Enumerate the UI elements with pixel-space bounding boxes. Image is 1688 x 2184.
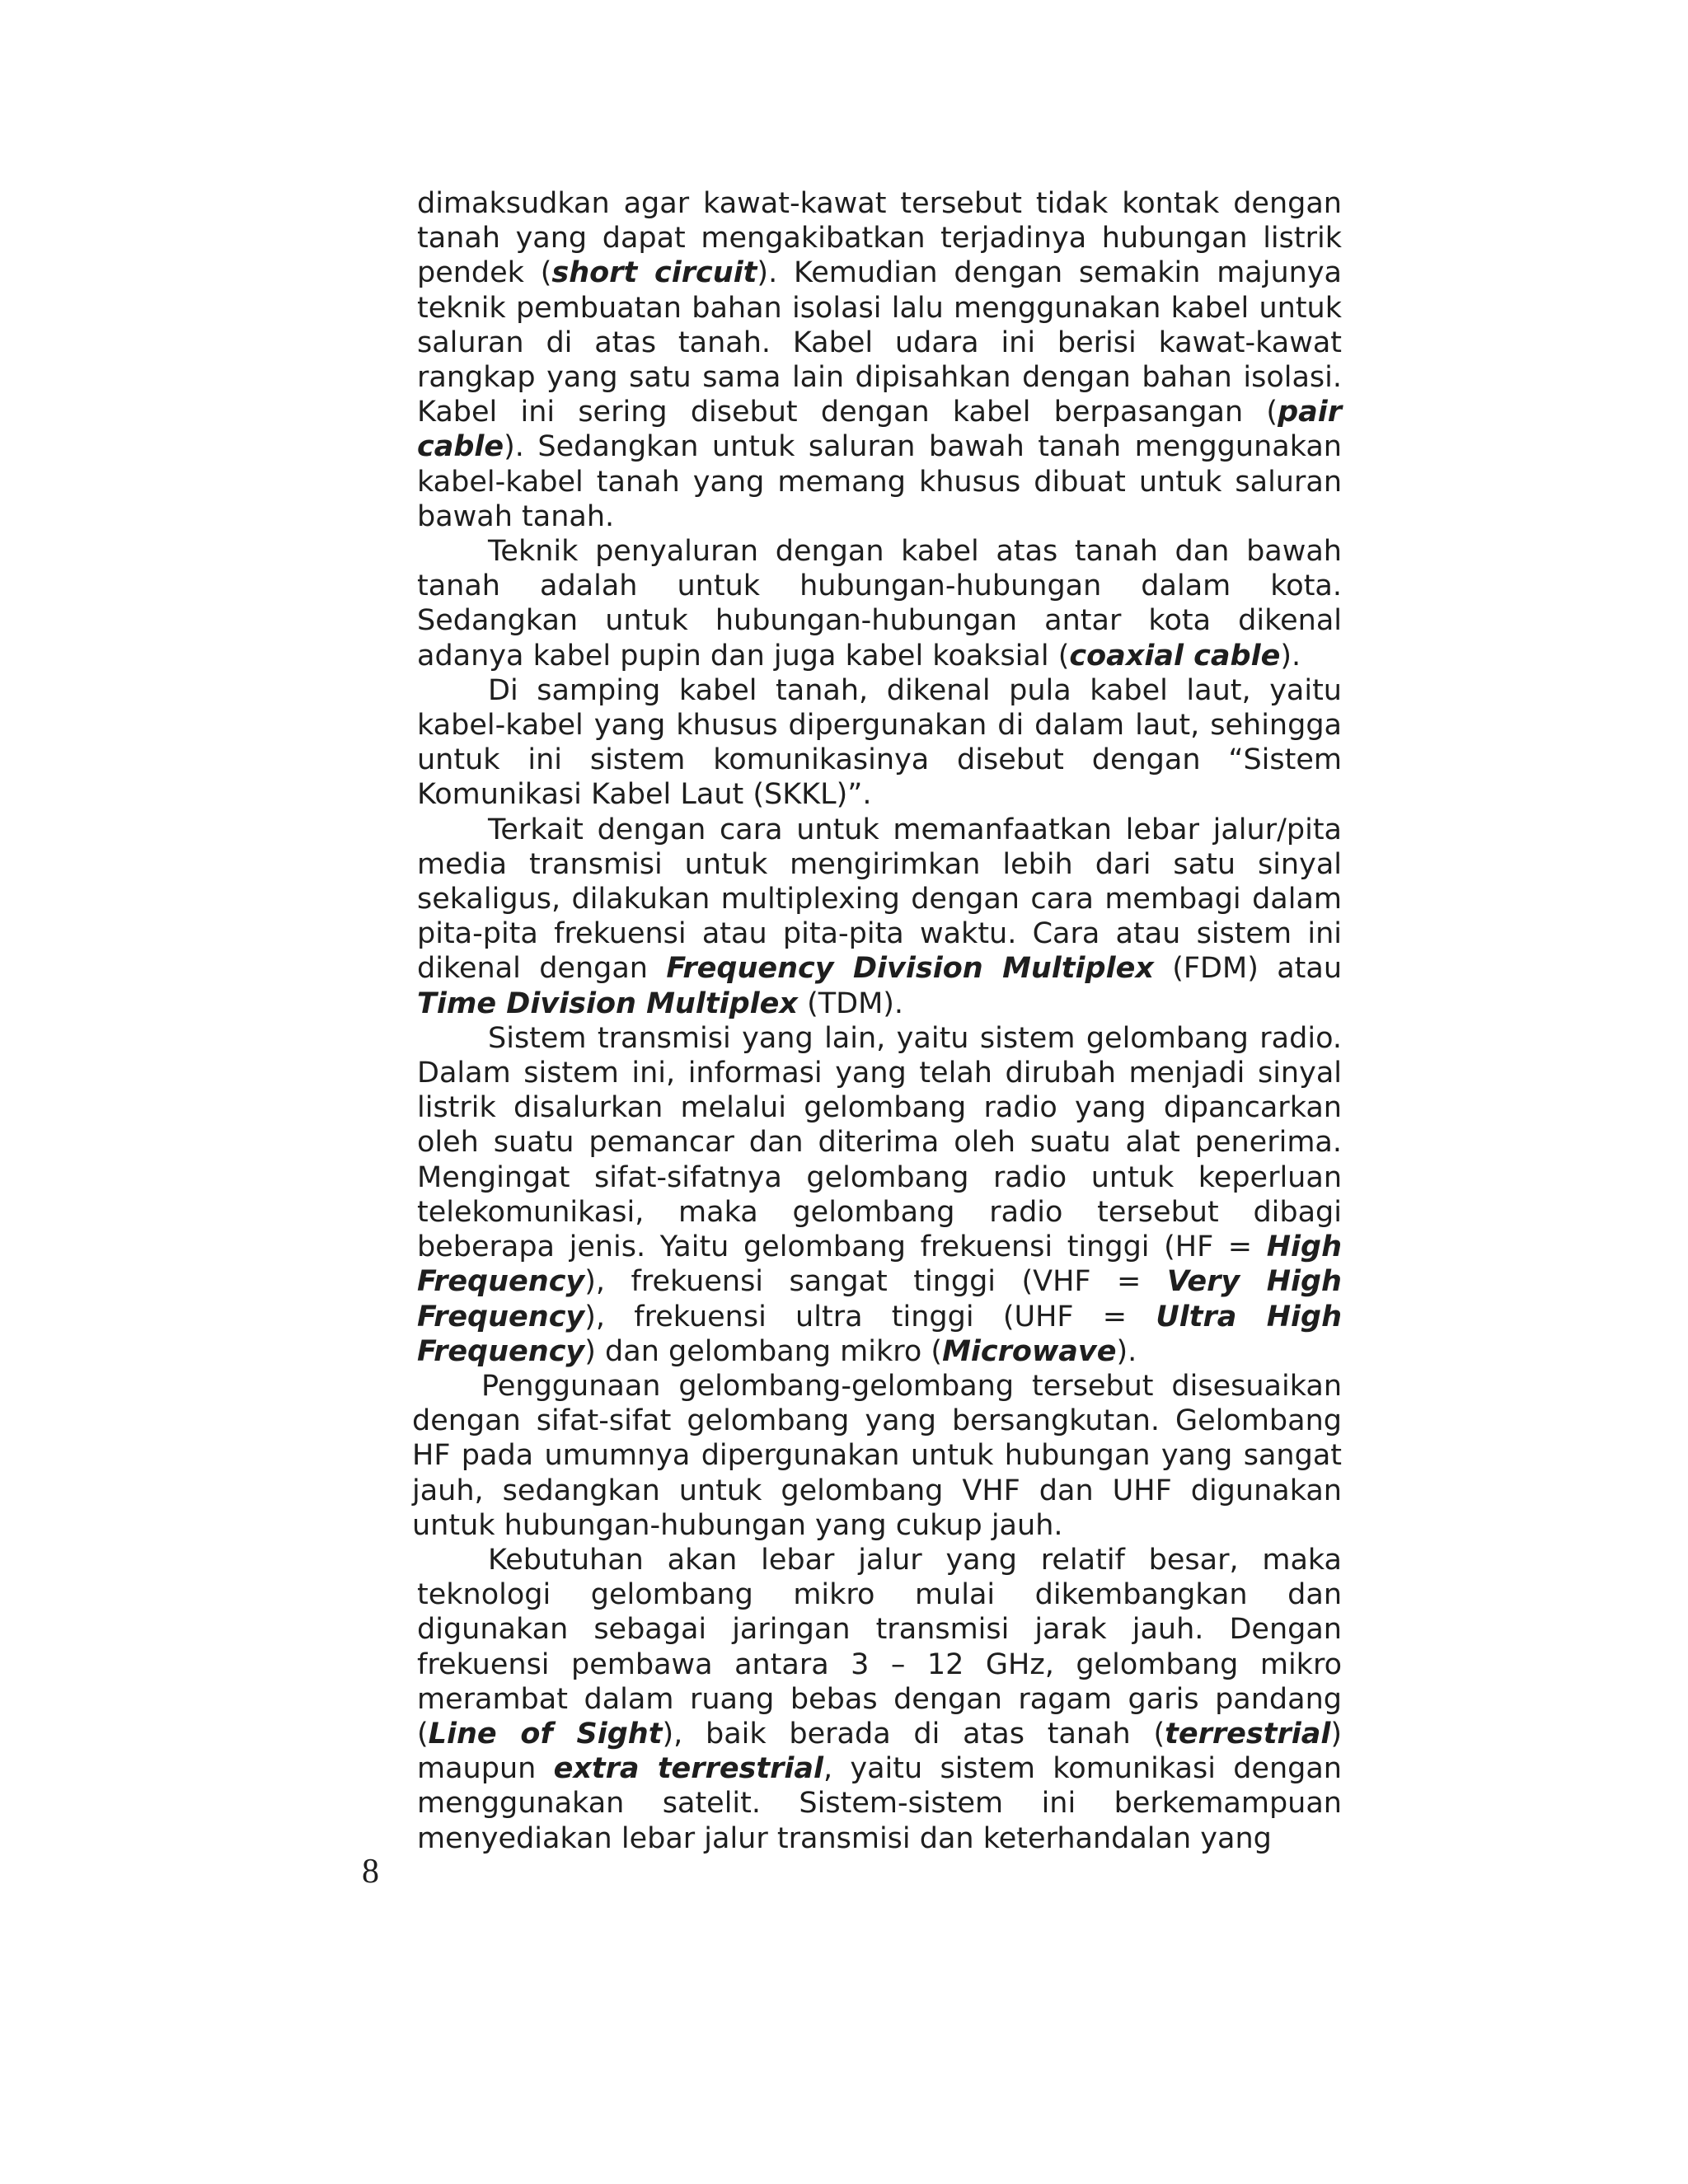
paragraph — [417, 1543, 1342, 1856]
paragraph — [412, 1369, 1342, 1543]
text-segment: Sistem transmisi yang lain, yaitu sistem gelombang radio. Dalam sistem ini, informasi yang telah dirubah menjadi sinyal listrik disalurkan melalui gelombang radio yang dipancarkan oleh suatu pemancar dan diterima oleh suatu alat penerima. Mengingat sifat-sifatnya gelombang radio untuk keperluan telekomunikasi, maka gelombang radio tersebut dibagi beberapa jenis. Yaitu gelombang frekuensi tinggi (HF = — [417, 1021, 1342, 1264]
text-segment: ). — [1116, 1334, 1137, 1368]
text-segment: (TDM). — [797, 987, 904, 1020]
text-segment: Terkait dengan cara untuk memanfaatkan lebar jalur/pita media transmisi untuk mengirimkan lebih dari satu sinyal sekaligus, dilakukan multiplexing dengan cara membagi dalam pita-pita frekuensi atau pita-pita waktu. Cara atau sistem ini dikenal dengan — [417, 813, 1342, 986]
emphasized-term: Time Division Multiplex — [417, 987, 798, 1020]
text-segment: Di samping kabel tanah, dikenal pula kabel laut, yaitu kabel-kabel yang khusus dipergunakan di dalam laut, sehingga untuk ini sistem komunikasinya disebut dengan “Sistem Komunikasi Kabel Laut (SKKL)”. — [417, 673, 1342, 812]
text-segment: ). Sedangkan untuk saluran bawah tanah menggunakan kabel-kabel tanah yang memang khusus dibuat untuk saluran bawah tanah. — [417, 430, 1342, 533]
paragraph — [417, 673, 1342, 813]
text-segment: ). — [1280, 639, 1301, 673]
page-number: 8 — [362, 1853, 379, 1891]
paragraph — [417, 186, 1342, 534]
text-segment: ), frekuensi sangat tinggi (VHF = — [584, 1265, 1167, 1299]
emphasized-term: Frequency Division Multiplex — [666, 952, 1154, 986]
paragraph — [417, 534, 1342, 673]
emphasized-term: short circuit — [551, 256, 757, 290]
text-segment: ). Kemudian dengan semakin majunya teknik pembuatan bahan isolasi lalu menggunakan kabel untuk saluran di atas tanah. Kabel udara ini berisi kawat-kawat rangkap yang satu sama lain dipisahkan dengan bahan isolasi. Kabel ini sering disebut dengan kabel berpasangan ( — [417, 256, 1342, 429]
emphasized-term: Microwave — [942, 1334, 1117, 1368]
emphasized-term: terrestrial — [1165, 1717, 1331, 1750]
emphasized-term: pair cable — [417, 396, 1342, 464]
emphasized-term: Ultra High Frequency — [417, 1300, 1342, 1368]
emphasized-term: extra terrestrial — [553, 1752, 823, 1786]
text-segment: , yaitu sistem komunikasi dengan menggunakan satelit. Sistem-sistem ini berkemampuan menyediakan lebar jalur transmisi dan keterhandalan yang — [417, 1752, 1342, 1855]
body-text — [412, 186, 1342, 1856]
text-segment: ), frekuensi ultra tinggi (UHF = — [584, 1300, 1156, 1333]
text-segment: ) maupun — [417, 1717, 1342, 1786]
paragraph — [417, 1021, 1342, 1369]
emphasized-term: Line of Sight — [428, 1717, 663, 1750]
text-segment: ), baik berada di atas tanah ( — [662, 1717, 1165, 1750]
text-segment: (FDM) atau — [1153, 952, 1342, 986]
text-segment: Kebutuhan akan lebar jalur yang relatif besar, maka teknologi gelombang mikro mulai dikembangkan dan digunakan sebagai jaringan transmisi jarak jauh. Dengan frekuensi pembawa antara 3 – 12 GHz, gelombang mikro merambat dalam ruang bebas dengan ragam garis pandang ( — [417, 1543, 1342, 1750]
emphasized-term: High Frequency — [417, 1230, 1342, 1299]
text-segment: ) dan gelombang mikro ( — [584, 1334, 943, 1368]
emphasized-term: coaxial cable — [1069, 639, 1281, 673]
text-segment: dimaksudkan agar kawat-kawat tersebut tidak kontak dengan tanah yang dapat mengakibatkan terjadinya hubungan listrik pendek ( — [417, 187, 1342, 290]
text-segment: Penggunaan gelombang-gelombang tersebut disesuaikan dengan sifat-sifat gelombang yang bersangkutan. Gelombang HF pada umumnya dipergunakan untuk hubungan yang sangat jauh, sedangkan untuk gelombang VHF dan UHF digunakan untuk hubungan-hubungan yang cukup jauh. — [412, 1369, 1342, 1542]
text-segment: Teknik penyaluran dengan kabel atas tanah dan bawah tanah adalah untuk hubungan-hubungan dalam kota. Sedangkan untuk hubungan-hubungan antar kota dikenal adanya kabel pupin dan juga kabel koaksial ( — [417, 535, 1342, 673]
emphasized-term: Very High Frequency — [417, 1265, 1342, 1333]
paragraph — [417, 813, 1342, 1021]
